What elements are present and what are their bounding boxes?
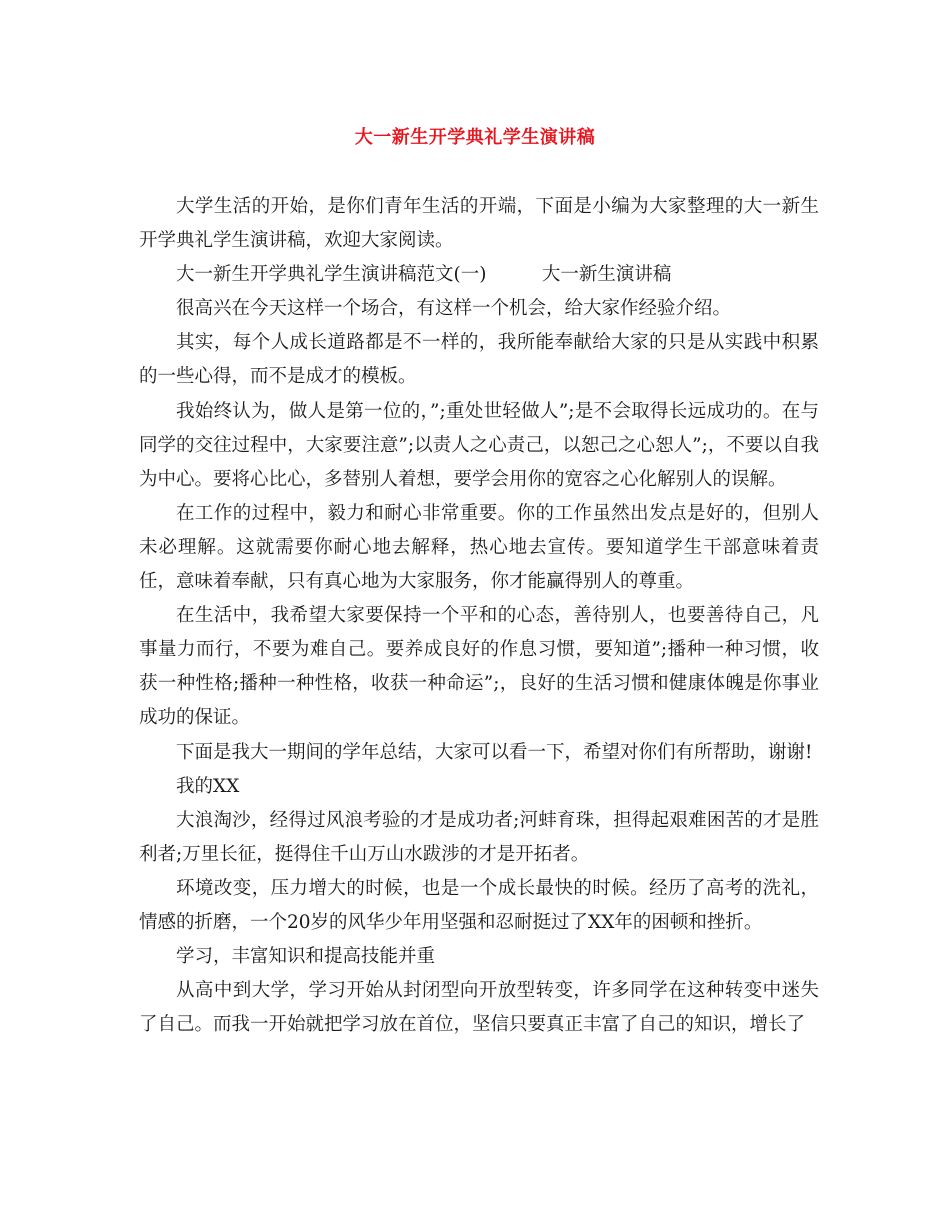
document-body	[139, 190, 819, 1042]
paragraph: 大浪淘沙，经得过风浪考验的才是成功者;河蚌育珠，担得起艰难困苦的才是胜利者;万里长征，挺得住千山万山水跋涉的才是开拓者。	[139, 809, 819, 865]
paragraph-subheading: 学习，丰富知识和提高技能并重	[176, 946, 436, 968]
paragraph-subheading: 我的XX	[176, 775, 240, 797]
paragraph: 在生活中，我希望大家要保持一个平和的心态，善待别人，也要善待自己，凡事量力而行，不要为难自己。要养成良好的作息习惯，要知道”;播种一种习惯，收获一种性格;播种一种性格，收获一种命运”;，良好的生活习惯和健康体魄是你事业成功的保证。	[139, 605, 819, 729]
document-title: 大一新生开学典礼学生演讲稿	[354, 127, 596, 148]
paragraph: 从高中到大学，学习开始从封闭型向开放型转变，许多同学在这种转变中迷失了自己。而我一开始就把学习放在首位，坚信只要真正丰富了自己的知识，增长了	[139, 980, 819, 1036]
paragraph: 下面是我大一期间的学年总结，大家可以看一下，希望对你们有所帮助，谢谢!	[176, 741, 813, 763]
paragraph: 在工作的过程中，毅力和耐心非常重要。你的工作虽然出发点是好的，但别人未必理解。这就需要你耐心地去解释，热心地去宣传。要知道学生干部意味着责任，意味着奉献，只有真心地为大家服务，你才能赢得别人的尊重。	[139, 502, 819, 593]
paragraph: 很高兴在今天这样一个场合，有这样一个机会，给大家作经验介绍。	[176, 298, 732, 320]
paragraph: 我始终认为，做人是第一位的，”;重处世轻做人”;是不会取得长远成功的。在与同学的交往过程中，大家要注意”;以责人之心责己，以恕己之心恕人”;，不要以自我为中心。要将心比心，多替别人着想，要学会用你的宽容之心化解别人的误解。	[139, 400, 819, 490]
paragraph-section-heading: 大一新生开学典礼学生演讲稿范文(一) 大一新生演讲稿	[176, 264, 672, 286]
paragraph: 环境改变，压力增大的时候，也是一个成长最快的时候。经历了高考的洗礼，情感的折磨，一个20岁的风华少年用坚强和忍耐挺过了XX年的困顿和挫折。	[139, 877, 819, 933]
paragraph-intro: 大学生活的开始，是你们青年生活的开端，下面是小编为大家整理的大一新生开学典礼学生演讲稿，欢迎大家阅读。	[139, 196, 819, 252]
paragraph: 其实，每个人成长道路都是不一样的，我所能奉献给大家的只是从实践中积累的一些心得，而不是成才的模板。	[139, 332, 819, 388]
